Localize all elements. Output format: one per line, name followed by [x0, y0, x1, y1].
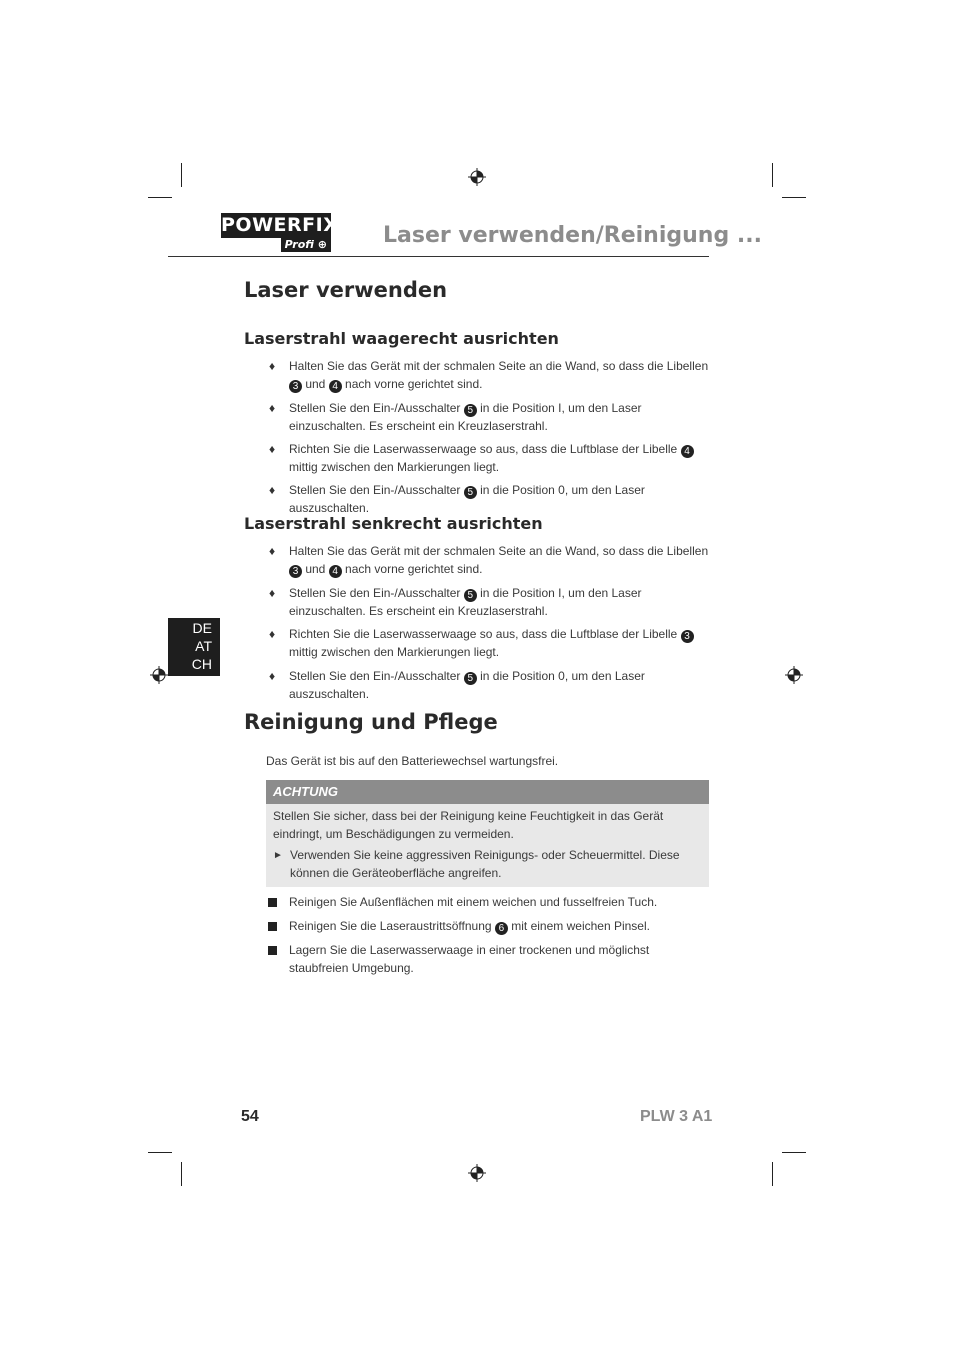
- diamond-bullet-icon: ♦: [268, 627, 276, 641]
- list-item: ♦ Stellen Sie den Ein-/Ausschalter 5 in die Position I, um den Laser einzuschalten. Es erscheint ein Kreuzlaserstrahl.: [266, 585, 710, 620]
- crop-mark: [772, 163, 773, 187]
- crop-mark: [181, 1162, 182, 1186]
- list-item: Reinigen Sie die Laseraustrittsöffnung 6 mit einem weichen Pinsel.: [266, 918, 710, 936]
- language-tab: [168, 618, 220, 676]
- intro-paragraph: Das Gerät ist bis auf den Batteriewechsel wartungsfrei.: [266, 754, 559, 768]
- registration-mark-icon: [150, 666, 168, 684]
- list-item: ♦ Richten Sie die Laserwasserwaage so aus, dass die Luftblase der Libelle 4 mittig zwischen den Markierungen liegt.: [266, 441, 710, 476]
- callout-number: 3: [289, 380, 302, 393]
- crop-mark: [181, 163, 182, 187]
- subsection-title-waagerecht: Laserstrahl waagerecht ausrichten: [244, 329, 559, 348]
- list-item: ♦ Stellen Sie den Ein-/Ausschalter 5 in die Position 0, um den Laser auszuschalten.: [266, 668, 710, 703]
- callout-number: 3: [289, 565, 302, 578]
- diamond-bullet-icon: ♦: [268, 359, 276, 373]
- square-bullet-icon: [266, 918, 278, 937]
- diamond-bullet-icon: ♦: [268, 483, 276, 497]
- diamond-bullet-icon: ♦: [268, 544, 276, 558]
- diamond-bullet-icon: ♦: [268, 586, 276, 600]
- lang-ch: CH: [191, 656, 212, 672]
- diamond-bullet-icon: ♦: [268, 442, 276, 456]
- list-item: Lagern Sie die Laserwasserwaage in einer trockenen und möglichst staubfreien Umgebung.: [266, 942, 710, 977]
- logo-sub-text: Profi: [284, 238, 314, 251]
- callout-number: 5: [464, 404, 477, 417]
- callout-number: 5: [464, 672, 477, 685]
- list-item: ♦ Halten Sie das Gerät mit der schmalen Seite an die Wand, so dass die Libellen 3 und 4 nach vorne gerichtet sind.: [266, 358, 710, 393]
- callout-number: 4: [329, 380, 342, 393]
- section-title-laser-verwenden: Laser verwenden: [244, 278, 448, 302]
- crop-mark: [782, 197, 806, 198]
- warning-label: ACHTUNG: [266, 780, 709, 804]
- crop-mark: [782, 1152, 806, 1153]
- callout-number: 5: [464, 589, 477, 602]
- arrow-bullet-icon: ►: [273, 850, 283, 861]
- lang-de: DE: [192, 620, 212, 636]
- crop-mark: [772, 1162, 773, 1186]
- lang-at: AT: [195, 638, 212, 654]
- list-item: ♦ Richten Sie die Laserwasserwaage so aus, dass die Luftblase der Libelle 3 mittig zwischen den Markierungen liegt.: [266, 626, 710, 661]
- page-number: 54: [241, 1108, 259, 1125]
- page-header-title: Laser verwenden/Reinigung ...: [383, 223, 762, 248]
- callout-number: 4: [329, 565, 342, 578]
- registration-mark-icon: [785, 666, 803, 684]
- callout-number: 4: [681, 445, 694, 458]
- warning-text: Stellen Sie sicher, dass bei der Reinigung keine Feuchtigkeit in das Gerät eindringt, um Beschädigungen zu vermeiden.: [273, 809, 664, 841]
- square-bullet-icon: [266, 894, 278, 913]
- crop-mark: [148, 1152, 172, 1153]
- model-number: PLW 3 A1: [640, 1108, 713, 1125]
- section-title-reinigung: Reinigung und Pflege: [244, 710, 498, 734]
- callout-number: 3: [681, 630, 694, 643]
- list-item: Reinigen Sie Außenflächen mit einem weichen und fusselfreien Tuch.: [266, 894, 710, 912]
- diamond-bullet-icon: ♦: [268, 669, 276, 683]
- registration-mark-icon: [468, 168, 486, 186]
- warning-list-item: [273, 847, 701, 882]
- list-item: ♦ Stellen Sie den Ein-/Ausschalter 5 in die Position I, um den Laser einzuschalten. Es erscheint ein Kreuzlaserstrahl.: [266, 400, 710, 435]
- header-divider: [168, 256, 709, 257]
- warning-box: [266, 804, 709, 887]
- list-item: ♦ Halten Sie das Gerät mit der schmalen Seite an die Wand, so dass die Libellen 3 und 4 nach vorne gerichtet sind.: [266, 543, 710, 578]
- logo-sub-badge: Profi ⊕: [281, 237, 331, 252]
- warning-item-text: Verwenden Sie keine aggressiven Reinigungs- oder Scheuermittel. Diese können die Geräteoberfläche angreifen.: [290, 848, 680, 880]
- crop-mark: [148, 197, 172, 198]
- registration-mark-icon: [468, 1164, 486, 1182]
- diamond-bullet-icon: ♦: [268, 401, 276, 415]
- callout-number: 6: [495, 922, 508, 935]
- list-item: ♦ Stellen Sie den Ein-/Ausschalter 5 in die Position 0, um den Laser auszuschalten.: [266, 482, 710, 517]
- callout-number: 5: [464, 486, 477, 499]
- subsection-title-senkrecht: Laserstrahl senkrecht ausrichten: [244, 514, 543, 533]
- logo-wordmark: POWERFIX: [221, 214, 339, 236]
- powerfix-logo: [221, 213, 339, 253]
- square-bullet-icon: [266, 942, 278, 961]
